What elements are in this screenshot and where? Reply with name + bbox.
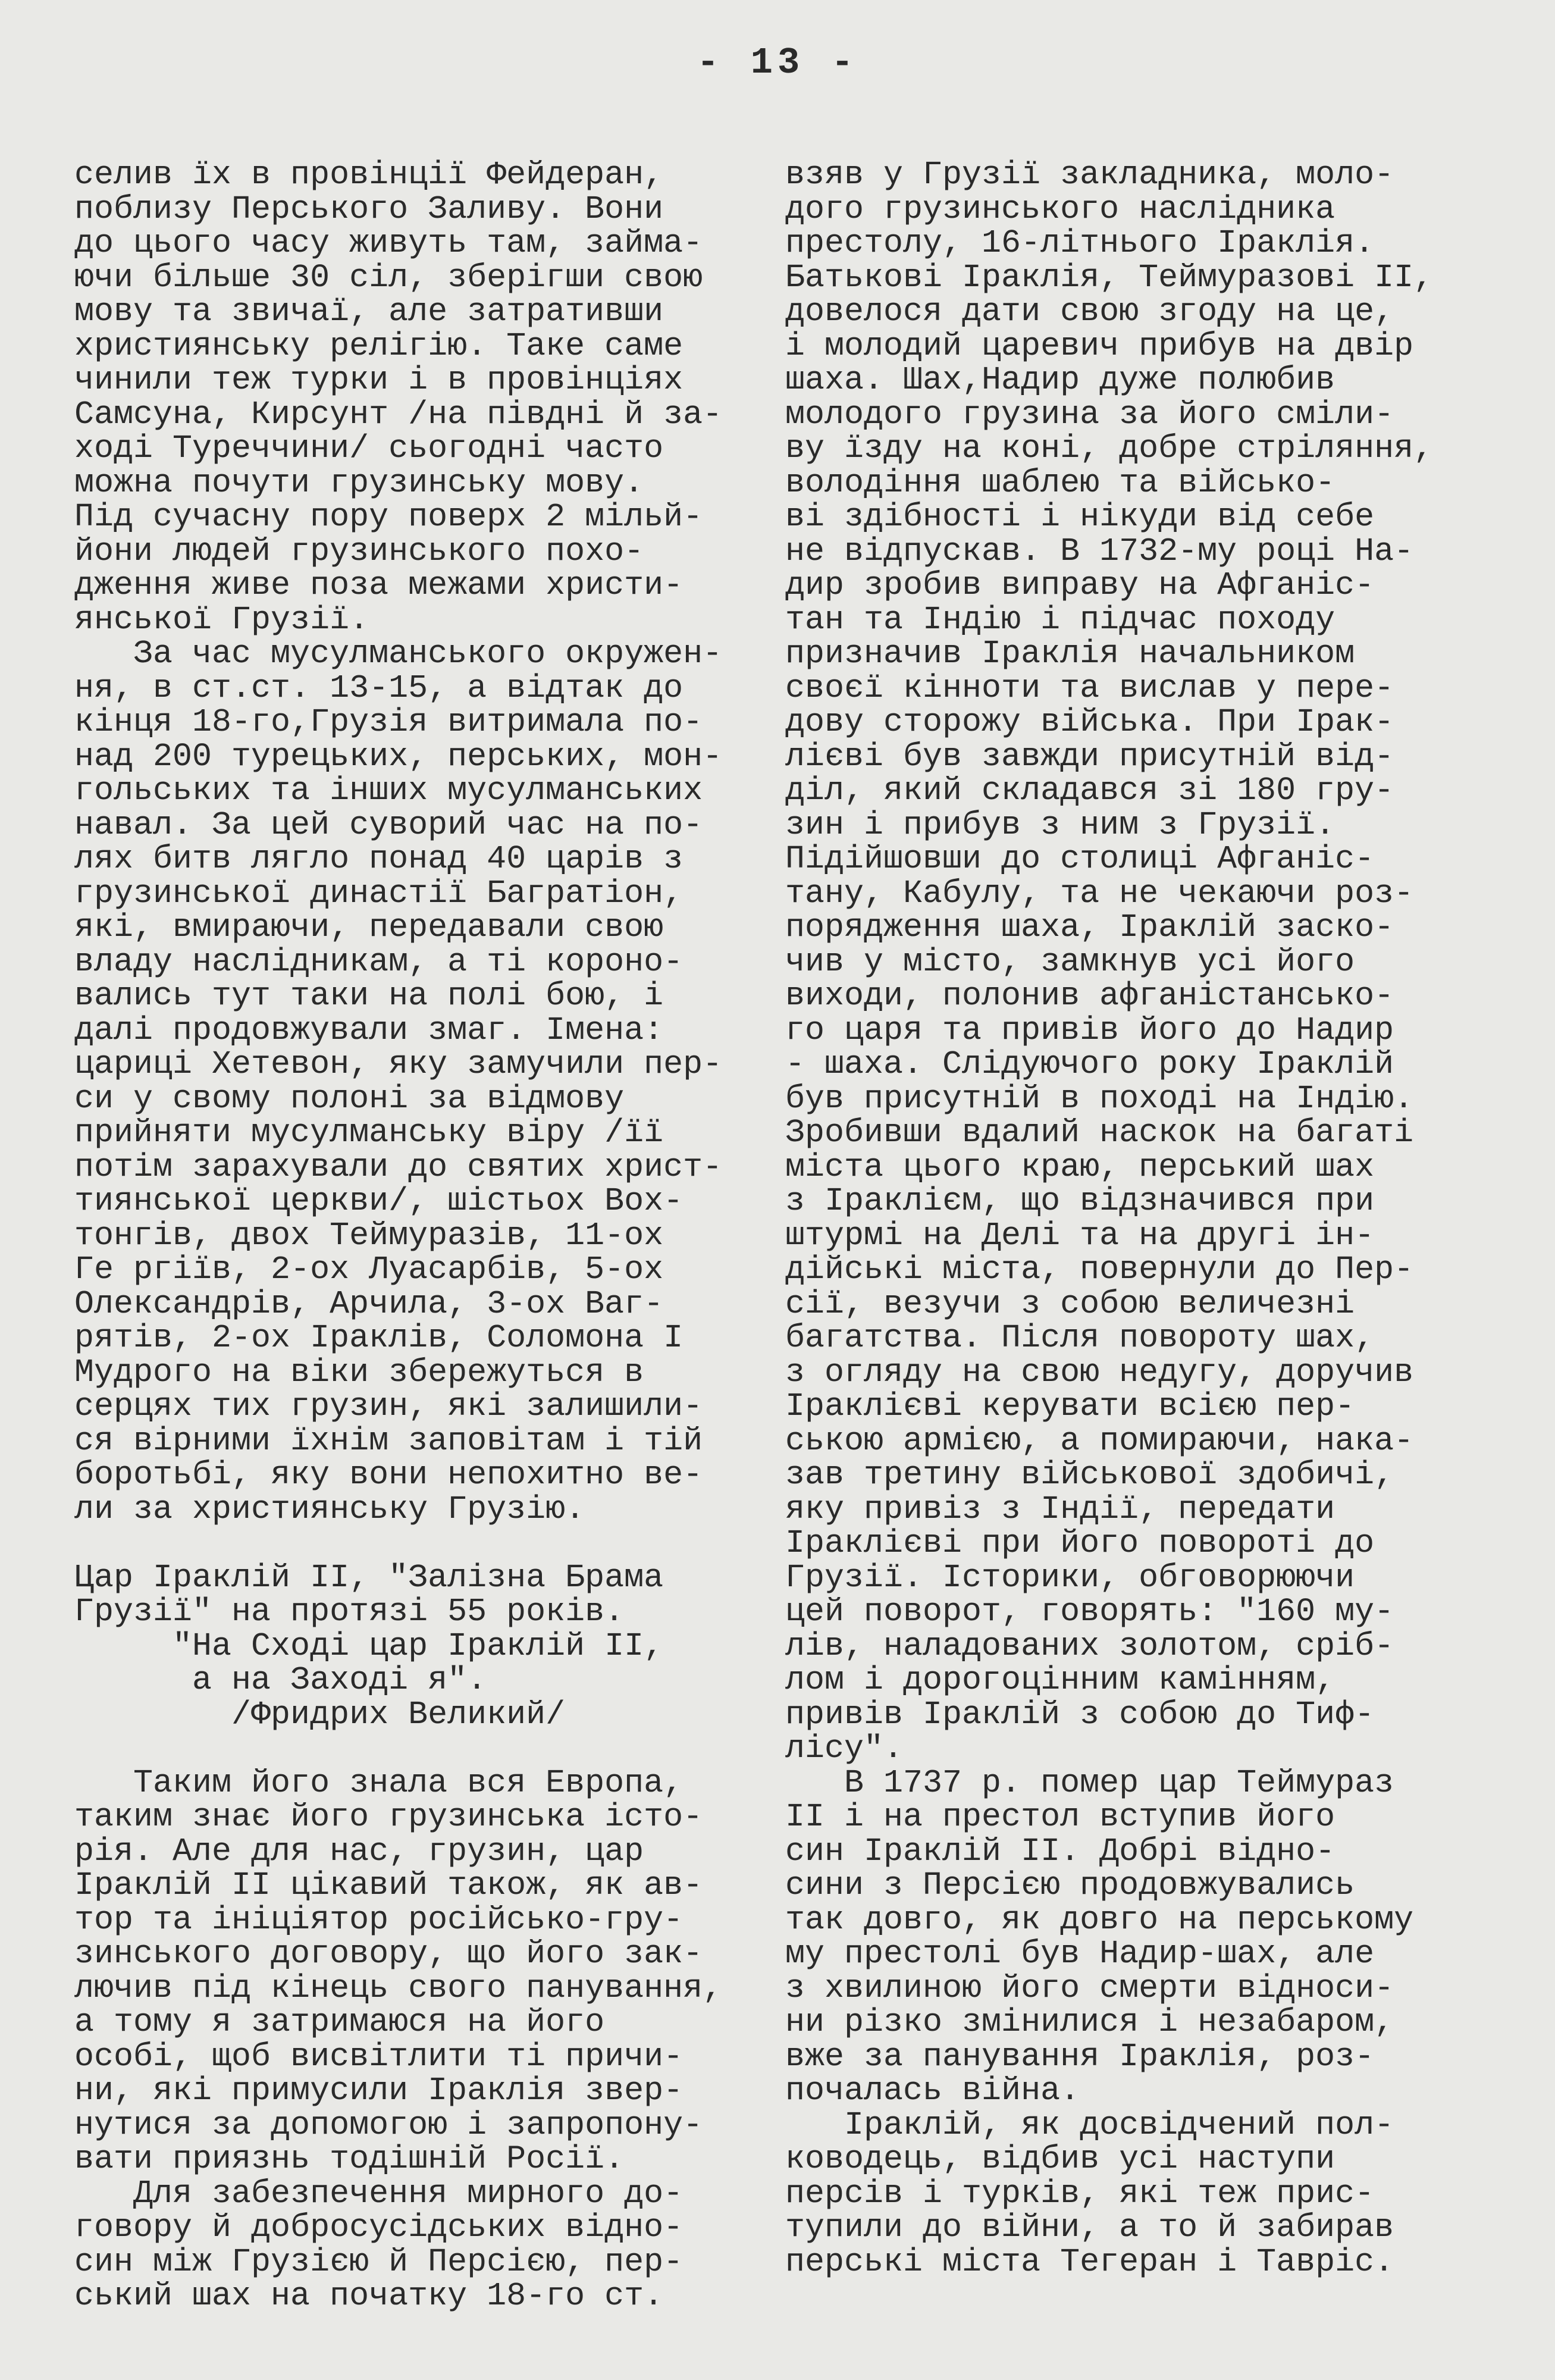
text-line: йони людей грузинського похо- — [74, 532, 644, 570]
text-line: лів, наладованих золотом, сріб- — [785, 1627, 1394, 1665]
text-line: Грузії" на протязі 55 років. — [74, 1593, 625, 1630]
text-line: Іраклій, як досвідчений пол- — [785, 2106, 1394, 2144]
text-line: боротьбі, яку вони непохитно ве- — [74, 1456, 703, 1493]
text-line: а на Заході я". — [74, 1661, 487, 1699]
text-line: го царя та привів його до Надир — [785, 1011, 1394, 1049]
text-line: цей поворот, говорять: "160 му- — [785, 1593, 1394, 1630]
text-line: Мудрого на віки збережуться в — [74, 1353, 644, 1391]
text-line: вже за панування Іраклія, роз- — [785, 2037, 1375, 2075]
text-line: діл, який складався зі 180 гру- — [785, 772, 1394, 809]
text-line: вались тут таки на полі бою, і — [74, 977, 664, 1014]
text-line: чив у місто, замкнув усі його — [785, 942, 1355, 981]
text-line: тонгів, двох Теймуразів, 11-ох — [74, 1216, 664, 1254]
text-line: з огляду на свою недугу, доручив — [785, 1353, 1414, 1391]
text-line: яку привіз з Індії, передати — [785, 1490, 1335, 1528]
text-line — [74, 1526, 722, 1561]
text-line: Ге ргіїв, 2-ох Луасарбів, 5-ох — [74, 1251, 664, 1288]
text-line: шаха. Шах,Надир дуже полюбив — [785, 361, 1335, 399]
text-line: тиянської церкви/, шістьох Вох- — [74, 1182, 684, 1220]
text-line: - шаха. Слідуючого року Іраклій — [785, 1045, 1394, 1083]
text-line: міста цього краю, перський шах — [785, 1148, 1375, 1186]
text-line: Батькові Іраклія, Теймуразові ІІ, — [785, 258, 1434, 296]
text-line: си у свому полоні за відмову — [74, 1079, 625, 1117]
text-line: син між Грузією й Персією, пер- — [74, 2243, 684, 2281]
text-line: персів і турків, які теж прис- — [785, 2174, 1375, 2212]
text-line: перські міста Тегеран і Тавріс. — [785, 2243, 1394, 2281]
page-number: - 13 - — [697, 42, 858, 84]
text-line: призначив Іраклія начальником — [785, 635, 1355, 672]
text-line: владу наслідникам, а ті короно- — [74, 942, 684, 981]
text-line: над 200 турецьких, перських, мон- — [74, 737, 723, 775]
text-line: Таким його знала вся Европа, — [74, 1764, 684, 1802]
text-line: Грузії. Історики, обговорюючи — [785, 1558, 1355, 1596]
text-line: а тому я затримаюся на його — [74, 2003, 605, 2041]
text-line: ни, які примусили Іраклія звер- — [74, 2072, 684, 2109]
text-line: штурмі на Делі та на другі ін- — [785, 1216, 1375, 1254]
text-line: взяв у Грузії закладника, моло- — [785, 156, 1394, 193]
text-line: /Фридрих Великий/ — [74, 1695, 566, 1733]
text-line: Під сучасну пору поверх 2 мільй- — [74, 498, 703, 536]
text-line: Для забезпечення мирного до- — [74, 2174, 684, 2212]
text-line: ський шах на початку 18-го ст. — [74, 2277, 664, 2315]
text-line: ся вірними їхнім заповітам і тій — [74, 1421, 703, 1460]
text-line: далі продовжували змаг. Імена: — [74, 1011, 664, 1049]
text-line: ву їзду на коні, добре стріляння, — [785, 430, 1434, 467]
text-line: Іраклій ІІ цікавий також, як ав- — [74, 1867, 703, 1904]
text-line: можна почути грузинську мову. — [74, 464, 644, 502]
text-line: сії, везучи з собою величезні — [785, 1285, 1355, 1323]
text-line: Самсуна, Кирсунт /на півдні й за- — [74, 395, 723, 433]
text-line: лом і дорогоцінним камінням, — [785, 1661, 1335, 1699]
text-line: володіння шаблею та військо- — [785, 464, 1335, 502]
text-line: потім зарахували до святих христ- — [74, 1148, 723, 1186]
text-line: Зробивши вдалий наскок на багаті — [785, 1114, 1414, 1151]
text-line: лях битв лягло понад 40 царів з — [74, 840, 684, 878]
text-line: і молодий царевич прибув на двір — [785, 327, 1414, 365]
text-line: з хвилиною його смерти відноси- — [785, 1969, 1394, 2007]
text-line: син Іраклій ІІ. Добрі відно- — [785, 1832, 1335, 1870]
text-line: Цар Іраклій ІІ, "Залізна Брама — [74, 1558, 664, 1596]
text-line: сини з Персією продовжувались — [785, 1867, 1355, 1904]
text-line: янської Грузії. — [74, 600, 369, 638]
text-line: дир зробив виправу на Афганіс- — [785, 566, 1375, 604]
text-line: навал. За цей суворий час на по- — [74, 806, 703, 844]
text-line: престолу, 16-літнього Іраклія. — [785, 224, 1375, 262]
text-line: зав третину військової здобичі, — [785, 1456, 1394, 1493]
text-line: ючи більше 30 сіл, зберігши свою — [74, 258, 703, 296]
text-line: ководець, відбив усі наступи — [785, 2140, 1335, 2178]
text-line: рія. Але для нас, грузин, цар — [74, 1832, 644, 1870]
text-line: виходи, полонив афганістансько- — [785, 977, 1394, 1014]
text-line: лючив під кінець свого панування, — [74, 1969, 723, 2007]
text-line: серцях тих грузин, які залишили- — [74, 1388, 703, 1425]
text-line: з Іраклієм, що відзначився при — [785, 1182, 1375, 1220]
text-line: своєї кінноти та вислав у пере- — [785, 669, 1394, 707]
text-line: дову сторожу війська. При Ірак- — [785, 703, 1394, 741]
text-line: чинили теж турки і в провінціях — [74, 361, 684, 399]
text-line: прийняти мусулманську віру /її — [74, 1114, 664, 1151]
right-column — [785, 158, 1433, 2279]
text-line: грузинської династії Багратіон, — [74, 874, 684, 912]
text-line: дійські міста, повернули до Пер- — [785, 1251, 1414, 1288]
text-line: тану, Кабулу, та не чекаючи роз- — [785, 874, 1414, 912]
text-line: тан та Індію і підчас походу — [785, 600, 1335, 638]
text-line: тупили до війни, а то й забирав — [785, 2209, 1394, 2246]
text-line: багатства. Після повороту шах, — [785, 1319, 1375, 1357]
text-line: які, вмираючи, передавали свою — [74, 909, 664, 946]
text-line: ІІ і на престол вступив його — [785, 1798, 1335, 1836]
text-line: почалась війна. — [785, 2072, 1080, 2109]
text-line: ві здібності і нікуди від себе — [785, 498, 1375, 536]
text-line: тор та ініціятор російсько-гру- — [74, 1900, 684, 1939]
text-line: му престолі був Надир-шах, але — [785, 1935, 1375, 1972]
text-line: ході Туреччини/ сьогодні часто — [74, 430, 664, 467]
text-line: лісу". — [785, 1730, 904, 1767]
text-line: рятів, 2-ох Іраклів, Соломона І — [74, 1319, 684, 1357]
text-line: ською армією, а помираючи, нака- — [785, 1421, 1414, 1460]
text-line: мову та звичаї, але затративши — [74, 293, 664, 330]
text-line: говору й добросусідських відно- — [74, 2209, 684, 2246]
text-line: В 1737 р. помер цар Теймураз — [785, 1764, 1394, 1802]
text-line: привів Іраклій з собою до Тиф- — [785, 1695, 1375, 1733]
text-line: так довго, як довго на перському — [785, 1900, 1414, 1939]
text-line: "На Сході цар Іраклій ІІ, — [74, 1627, 664, 1665]
text-line: не відпускав. В 1732-му році На- — [785, 532, 1414, 570]
text-line: селив їх в провінції Фейдеран, — [74, 156, 664, 193]
text-line: цариці Хетевон, яку замучили пер- — [74, 1045, 723, 1083]
text-line: до цього часу живуть там, займа- — [74, 224, 703, 262]
text-line: ни різко змінилися і незабаром, — [785, 2003, 1394, 2041]
text-line: ня, в ст.ст. 13-15, а відтак до — [74, 669, 684, 707]
text-line: Підійшовши до столиці Афганіс- — [785, 840, 1375, 878]
text-line: дження живе поза межами христи- — [74, 566, 684, 604]
text-line: кінця 18-го,Грузія витримала по- — [74, 703, 703, 741]
text-line: зинського договору, що його зак- — [74, 1935, 703, 1972]
text-line: Іраклієві при його повороті до — [785, 1524, 1375, 1562]
text-line: вати приязнь тодішній Росії. — [74, 2140, 625, 2178]
text-line: За час мусулманського окружен- — [74, 635, 723, 672]
text-line: таким знає його грузинська істо- — [74, 1798, 703, 1836]
text-line: особі, щоб висвітлити ті причи- — [74, 2037, 684, 2075]
text-line: порядження шаха, Іраклій заско- — [785, 909, 1394, 946]
text-line: Олександрів, Арчила, 3-ох Ваг- — [74, 1285, 664, 1323]
text-line: нутися за допомогою і запропону- — [74, 2106, 703, 2144]
text-line: Іраклієві керувати всією пер- — [785, 1388, 1355, 1425]
text-line: лієві був завжди присутній від- — [785, 737, 1394, 775]
left-column — [74, 158, 722, 2313]
text-line: дого грузинського наслідника — [785, 190, 1335, 228]
text-line: зин і прибув з ним з Грузії. — [785, 806, 1335, 844]
text-line — [74, 1731, 722, 1766]
text-line: був присутній в поході на Індію. — [785, 1079, 1414, 1117]
text-line: християнську релігію. Таке саме — [74, 327, 684, 365]
text-line: довелося дати свою згоду на це, — [785, 293, 1394, 330]
text-line: гольських та інших мусулманських — [74, 772, 703, 809]
text-line: поблизу Перського Заливу. Вони — [74, 190, 664, 228]
text-line: молодого грузина за його сміли- — [785, 395, 1394, 433]
text-line: ли за християнську Грузію. — [74, 1490, 585, 1528]
